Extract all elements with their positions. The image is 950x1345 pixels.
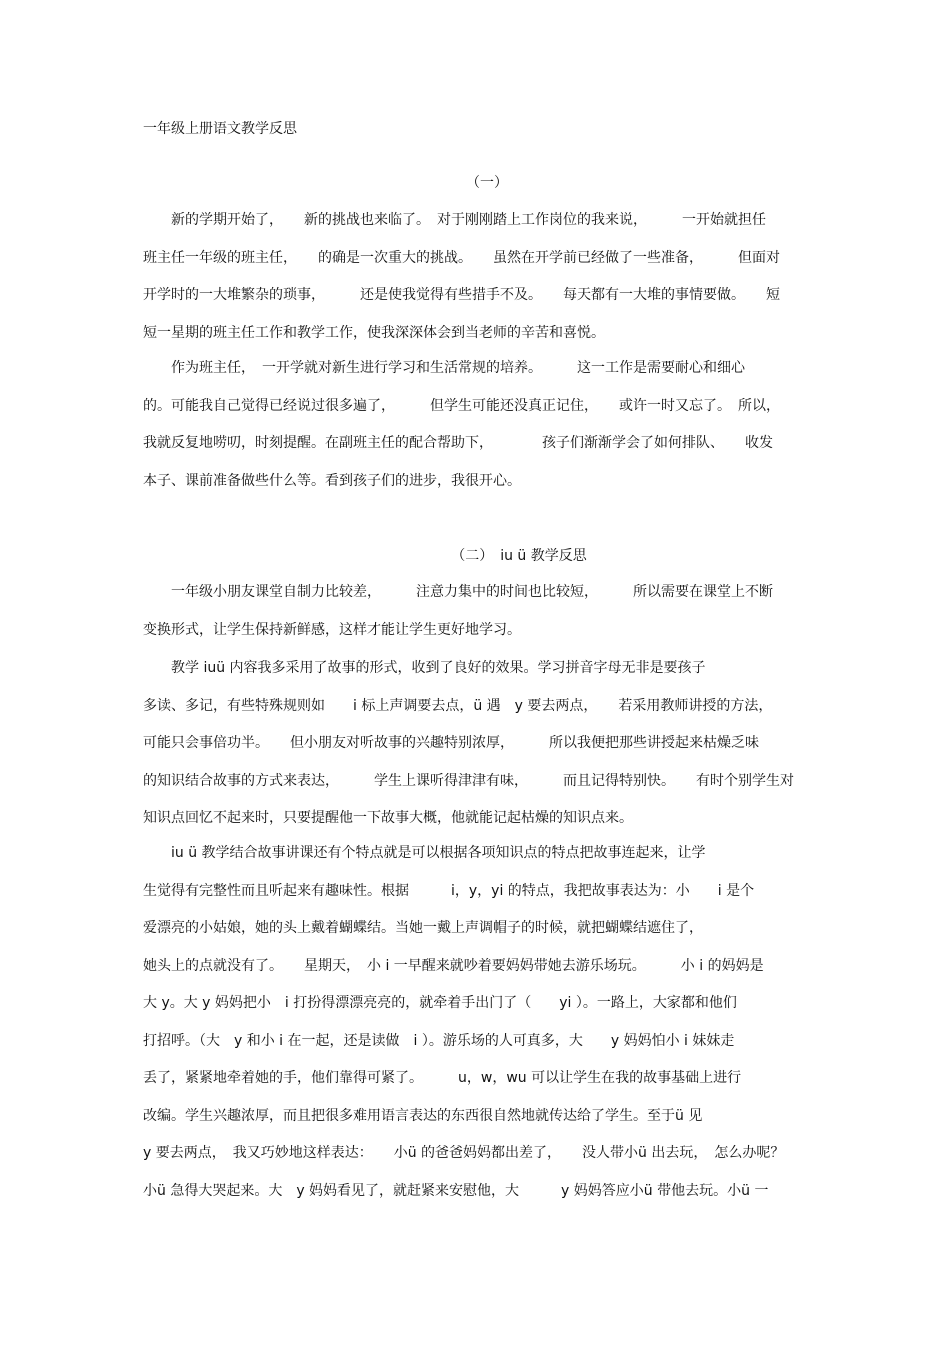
text-line: y 要去两点， 我又巧妙地这样表达： 小ü 的爸爸妈妈都出差了， 没人带小ü 出去玩， 怎么办呢？	[143, 1145, 785, 1161]
text-line: 改编。学生兴趣浓厚，而且把很多难用语言表达的东西很自然地就传达给了学生。至于ü 见	[143, 1107, 703, 1124]
text-line: 她头上的点就没有了。 星期天， 小 i 一早醒来就吵着要妈妈带她去游乐场玩。 小 i 的妈妈是	[143, 957, 764, 974]
text-line: 的。可能我自己觉得已经说过很多遍了， 但学生可能还没真正记住， 或许一时又忘了。 所以，	[143, 397, 780, 414]
text-line: 多读、多记，有些特殊规则如 i 标上声调要去点，ü 遇 y 要去两点， 若采用教师讲授的方法，	[143, 697, 773, 714]
text-line: 开学时的一大堆繁杂的琐事， 还是使我觉得有些措手不及。 每天都有一大堆的事情要做。 短	[143, 287, 780, 303]
section-2-heading: （二） iu ü 教学反思	[451, 548, 587, 564]
text-line: 我就反复地唠叨，时刻提醒。在副班主任的配合帮助下， 孩子们渐渐学会了如何排队、 收发	[143, 435, 773, 451]
section-2-paragraph-3	[143, 835, 807, 1210]
text-line: 可能只会事倍功半。 但小朋友对听故事的兴趣特别浓厚， 所以我便把那些讲授起来枯燥乏味	[143, 735, 759, 751]
text-line: 小ü 急得大哭起来。大 y 妈妈看见了，就赶紧来安慰他，大 y 妈妈答应小ü 带他去玩。小ü 一	[143, 1182, 769, 1199]
section-1-heading: （一）	[466, 175, 508, 191]
text-line: 打招呼。（大 y 和小 i 在一起，还是读做 i ）。游乐场的人可真多，大 y 妈妈怕小 i 妹妹走	[143, 1032, 735, 1049]
section-2-paragraph-1	[143, 574, 807, 649]
document-title: 一年级上册语文教学反思	[143, 121, 297, 137]
text-line: 班主任一年级的班主任， 的确是一次重大的挑战。 虽然在开学前已经做了一些准备， 但面对	[143, 249, 780, 266]
text-line: 变换形式，让学生保持新鲜感，这样才能让学生更好地学习。	[143, 621, 521, 638]
section-2-paragraph-2	[143, 650, 807, 838]
text-line: 新的学期开始了， 新的挑战也来临了。 对于刚刚踏上工作岗位的我来说， 一开始就担任	[143, 212, 766, 228]
text-line: 生觉得有完整性而且听起来有趣味性。根据 i，y，yi 的特点，我把故事表达为：小 i 是个	[143, 882, 755, 899]
text-line: 大 y。大 y 妈妈把小 i 打扮得漂漂亮亮的，就牵着手出门了（ yi ）。一路上，大家都和他们	[143, 995, 737, 1011]
text-line: 知识点回忆不起来时，只要提醒他一下故事大概，他就能记起枯燥的知识点来。	[143, 810, 633, 826]
text-line: 丢了，紧紧地牵着她的手，他们靠得可紧了。 u，w，wu 可以让学生在我的故事基础上进行	[143, 1070, 742, 1086]
text-line: 一年级小朋友课堂自制力比较差， 注意力集中的时间也比较短， 所以需要在课堂上不断	[143, 584, 773, 600]
text-line: 作为班主任， 一开学就对新生进行学习和生活常规的培养。 这一工作是需要耐心和细心	[143, 360, 745, 376]
text-line: 的知识结合故事的方式来表达， 学生上课听得津津有味， 而且记得特别快。 有时个别学生对	[143, 772, 794, 789]
section-1-paragraph-2	[143, 350, 807, 500]
text-line: iu ü 教学结合故事讲课还有个特点就是可以根据各项知识点的特点把故事连起来，让学	[143, 845, 706, 861]
text-line: 爱漂亮的小姑娘，她的头上戴着蝴蝶结。当她一戴上声调帽子的时候，就把蝴蝶结遮住了，	[143, 920, 703, 936]
text-line: 短一星期的班主任工作和教学工作，使我深深体会到当老师的辛苦和喜悦。	[143, 324, 605, 341]
text-line: 教学 iuü 内容我多采用了故事的形式，收到了良好的效果。学习拼音字母无非是要孩子	[143, 660, 706, 676]
section-1-paragraph-1	[143, 202, 807, 352]
text-line: 本子、课前准备做些什么等。看到孩子们的进步，我很开心。	[143, 472, 521, 489]
